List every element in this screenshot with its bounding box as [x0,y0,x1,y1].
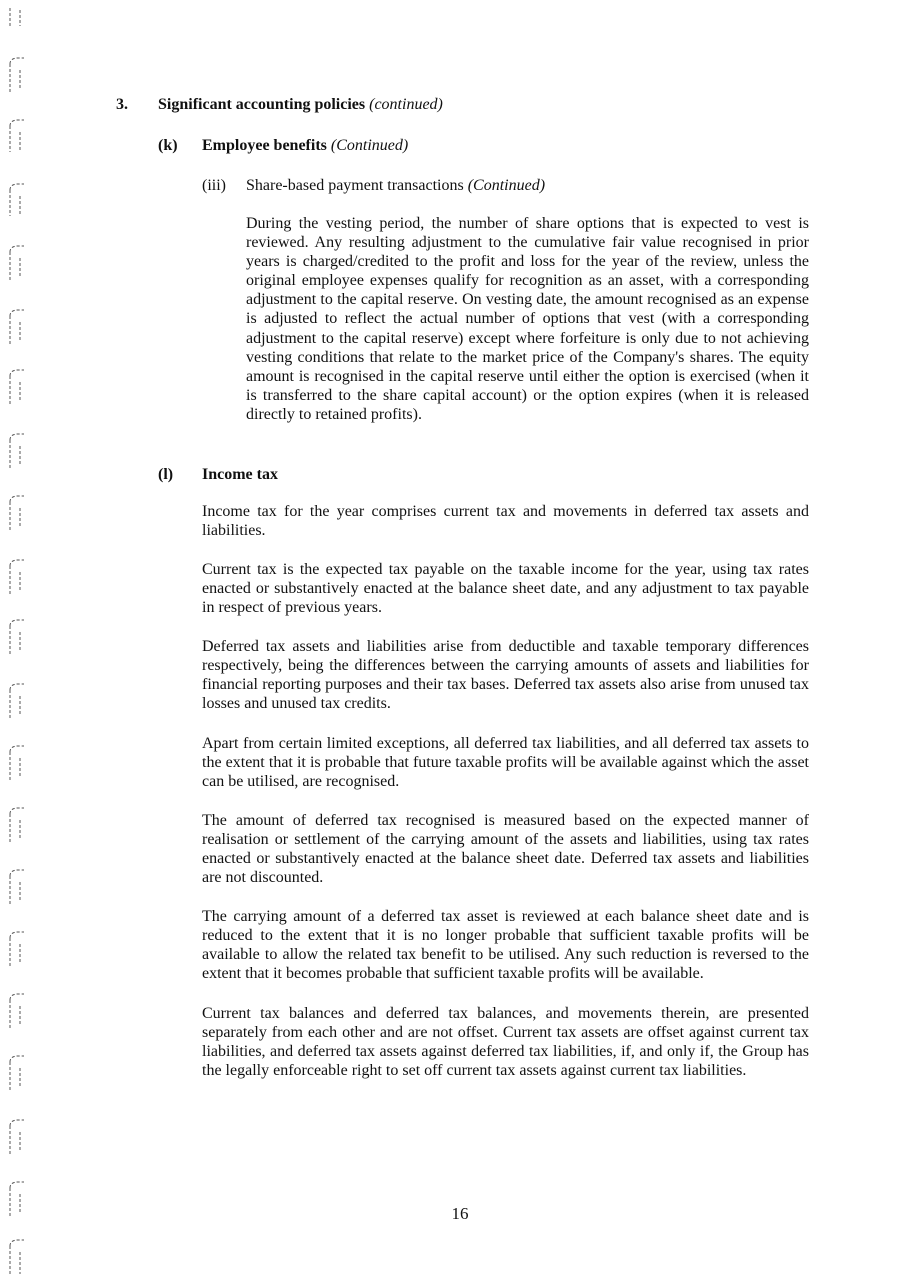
item-iii-heading [246,177,545,195]
page-number: 16 [451,1204,469,1223]
income-tax-paragraph-2: Current tax is the expected tax payable on the taxable income for the year, using tax rates enacted or substantively enacted at the balance sheet date, and any adjustment to tax payable in respect of previous years. [202,561,809,617]
income-tax-paragraph-1: Income tax for the year comprises current tax and movements in deferred tax assets and liabilities. [202,503,809,540]
income-tax-paragraph-4: Apart from certain limited exceptions, all deferred tax liabilities, and all deferred tax assets to the extent that it is probable that future taxable profits will be available against which the asset can be utilised, are recognised. [202,735,809,791]
subsection-k-letter: (k) [158,137,178,154]
subsection-l-heading [202,466,278,484]
section-number: 3. [116,96,128,113]
income-tax-paragraph-3: Deferred tax assets and liabilities arise from deductible and taxable temporary differences respectively, being the differences between the carrying amounts of assets and liabilities for financial reporting purposes and their tax bases. Deferred tax assets also arise from unused tax losses and unused tax credits. [202,638,809,713]
income-tax-paragraph-7: Current tax balances and deferred tax balances, and movements therein, are presented separately from each other and are not offset. Current tax assets are offset against current tax liabilities, and deferred tax assets against deferred tax liabilities, if, and only if, the Group has the legally enforceable right to set off current tax assets against current tax liabilities. [202,1005,809,1080]
item-iii-title-suffix: (Continued) [467,177,546,194]
section-title-suffix: (continued) [369,96,443,113]
subsection-k-title: Employee benefits [202,137,327,154]
item-iii-number: (iii) [202,177,226,194]
subsection-k-heading [202,137,408,155]
subsection-l-title: Income tax [202,466,278,483]
subsection-k-title-suffix: (Continued) [330,137,409,154]
section-title: Significant accounting policies [158,96,366,113]
section-heading [158,96,443,114]
subsection-l-letter: (l) [158,466,174,483]
share-based-payment-paragraph: During the vesting period, the number of share options that is expected to vest is reviewed. Any resulting adjustment to the cumulative fair value recognised in prior years is charged/credited to the profit and loss for the year of the review, unless the original employee expenses qualify for recognition as an asset, with a corresponding adjustment to the capital reserve. On vesting date, the amount recognised as an expense is adjusted to reflect the actual number of options that vest (with a corresponding adjustment to the capital reserve) except where forfeiture is only due to not achieving vesting conditions that relate to the market price of the Company's shares. The equity amount is recognised in the capital reserve until either the option is exercised (when it is transferred to the share capital account) or the option expires (when it is released directly to retained profits). [246,215,809,423]
item-iii-title: Share-based payment transactions [246,177,464,194]
income-tax-paragraph-5: The amount of deferred tax recognised is measured based on the expected manner of realisation or settlement of the carrying amount of the assets and liabilities, using tax rates enacted or substantively enacted at the balance sheet date. Deferred tax assets and liabilities are not discounted. [202,812,809,887]
income-tax-paragraph-6: The carrying amount of a deferred tax asset is reviewed at each balance sheet date and is reduced to the extent that it is no longer probable that sufficient taxable profits will be available to allow the related tax benefit to be utilised. Any such reduction is reversed to the extent that it becomes probable that sufficient taxable profits will be available. [202,908,809,983]
